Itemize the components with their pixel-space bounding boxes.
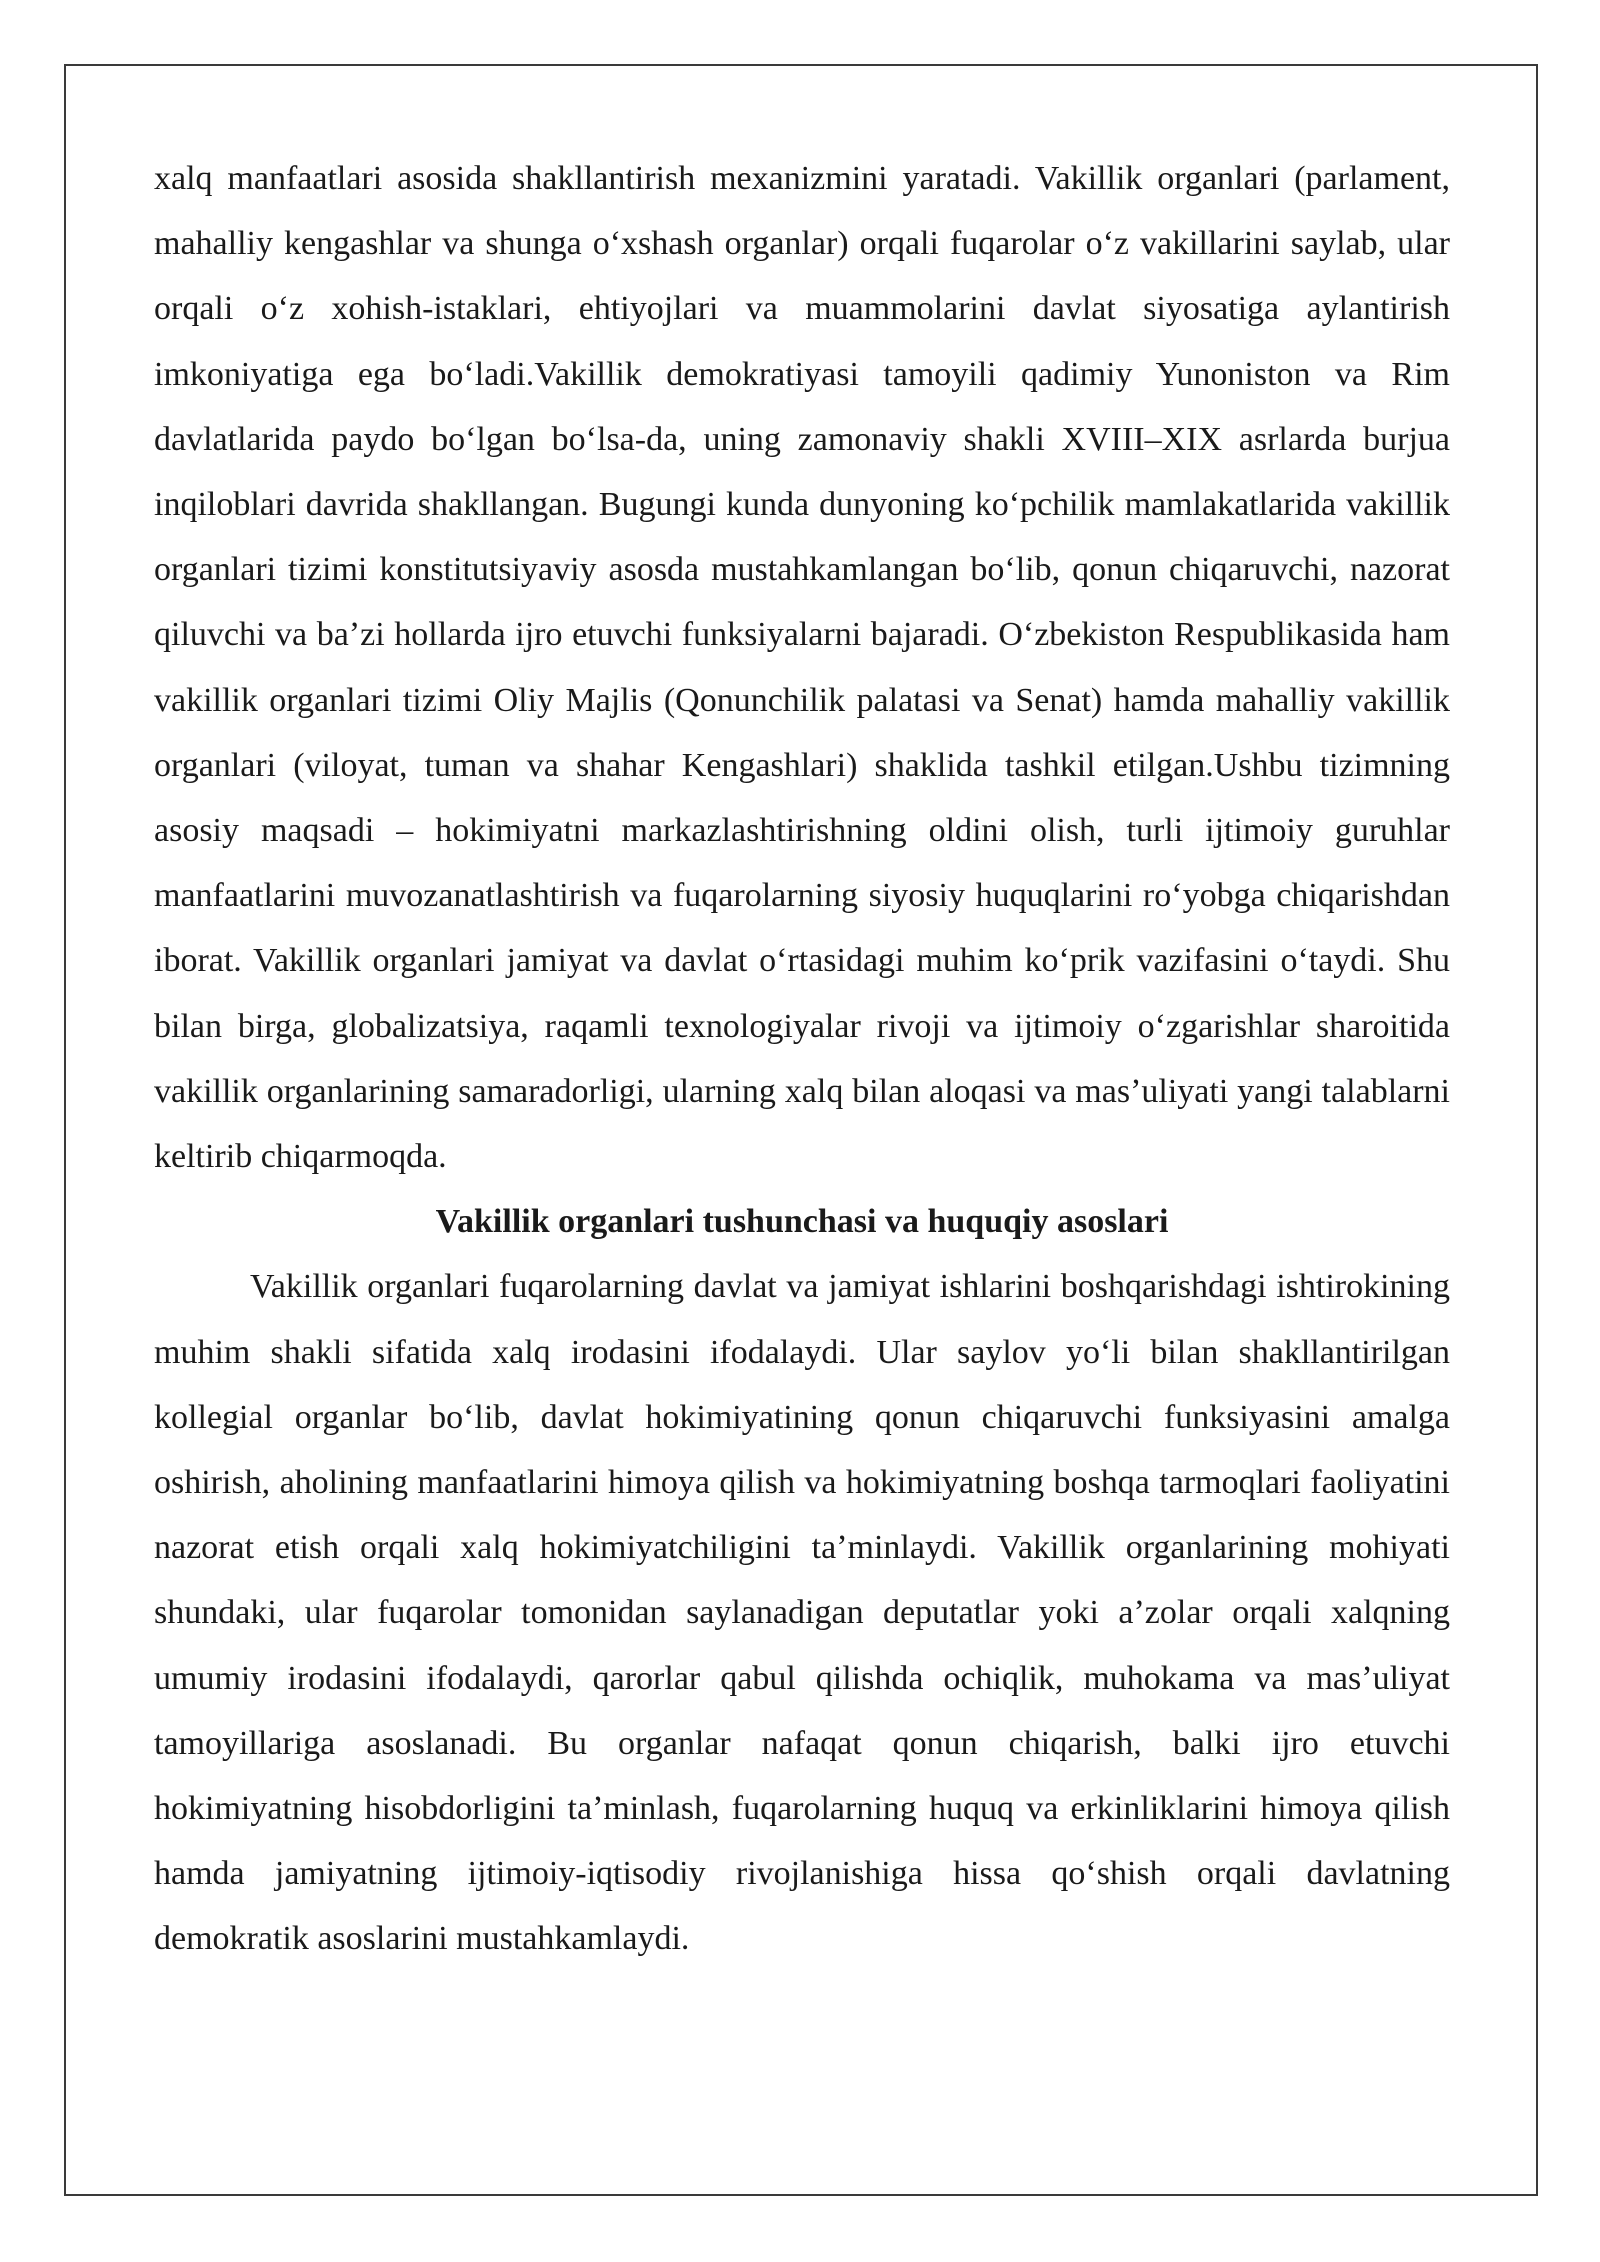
paragraph-concept: Vakillik organlari fuqarolarning davlat va jamiyat ishlarini boshqarishdagi ishtirokining muhim shakli sifatida xalq irodasini ifodalaydi. Ular saylov yoʻli bilan shakllantirilgan kollegial organlar boʻlib, davlat hokimiyatining qonun chiqaruvchi funksiyasini amalga oshirish, aholining manfaatlarini himoya qilish va hokimiyatning boshqa tarmoqlari faoliyatini nazorat etish orqali xalq hokimiyatchiligini taʼminlaydi. Vakillik organlarining mohiyati shundaki, ular fuqarolar tomonidan saylanadigan deputatlar yoki aʼzolar orqali xalqning umumiy irodasini ifodalaydi, qarorlar qabul qilishda ochiqlik, muhokama va masʼuliyat tamoyillariga asoslanadi. Bu organlar nafaqat qonun chiqarish, balki ijro etuvchi hokimiyatning hisobdorligini taʼminlash, fuqarolarning huquq va erkinliklarini himoya qilish hamda jamiyatning ijtimoiy-iqtisodiy rivojlanishiga hissa qoʻshish orqali davlatning demokratik asoslarini mustahkamlaydi. xyxy=(154,1268,1450,1958)
document-body xyxy=(154,146,1450,1972)
paragraph-intro-continuation: xalq manfaatlari asosida shakllantirish mexanizmini yaratadi. Vakillik organlari (parlament, mahalliy kengashlar va shunga oʻxshash organlar) orqali fuqarolar oʻz vakillarini saylab, ular orqali oʻz xohish-istaklari, ehtiyojlari va muammolarini davlat siyosatiga aylantirish imkoniyatiga ega boʻladi.Vakillik demokratiyasi tamoyili qadimiy Yunoniston va Rim davlatlarida paydo boʻlgan boʻlsa-da, uning zamonaviy shakli XVIII–XIX asrlarda burjua inqiloblari davrida shakllangan. Bugungi kunda dunyoning koʻpchilik mamlakatlarida vakillik organlari tizimi konstitutsiyaviy asosda mustahkamlangan boʻlib, qonun chiqaruvchi, nazorat qiluvchi va baʼzi hollarda ijro etuvchi funksiyalarni bajaradi. Oʻzbekiston Respublikasida ham vakillik organlari tizimi Oliy Majlis (Qonunchilik palatasi va Senat) hamda mahalliy vakillik organlari (viloyat, tuman va shahar Kengashlari) shaklida tashkil etilgan.Ushbu tizimning asosiy maqsadi – hokimiyatni markazlashtirishning oldini olish, turli ijtimoiy guruhlar manfaatlarini muvozanatlashtirish va fuqarolarning siyosiy huquqlarini roʻyobga chiqarishdan iborat. Vakillik organlari jamiyat va davlat oʻrtasidagi muhim koʻprik vazifasini oʻtaydi. Shu bilan birga, globalizatsiya, raqamli texnologiyalar rivoji va ijtimoiy oʻzgarishlar sharoitida vakillik organlarining samaradorligi, ularning xalq bilan aloqasi va masʼuliyati yangi talablarni keltirib chiqarmoqda. xyxy=(154,160,1450,1176)
section-heading: Vakillik organlari tushunchasi va huquqiy asoslari xyxy=(435,1203,1169,1241)
